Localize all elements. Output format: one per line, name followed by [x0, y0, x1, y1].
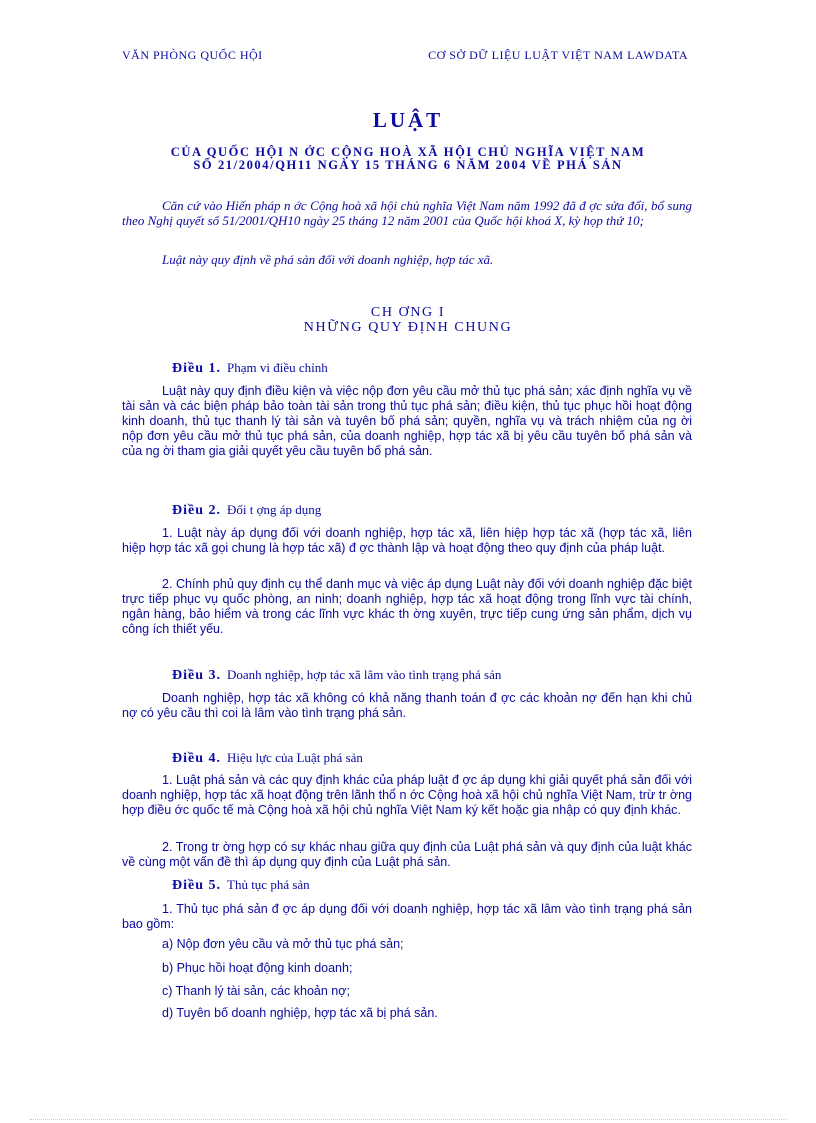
article-number: Điều 4.	[172, 751, 221, 766]
article-1-heading	[172, 360, 328, 377]
article-5-paragraph-1: 1. Thủ tục phá sản đ ợc áp dụng đối với doanh nghiệp, hợp tác xã lâm vào tình trạng phá sản bao gồm:	[122, 902, 692, 931]
document-title: LUẬT	[372, 108, 444, 132]
article-4-paragraph-1: 1. Luật phá sản và các quy định khác của pháp luật đ ợc áp dụng khi giải quyết phá sản đối với doanh nghiệp, hợp tác xã hoạt động trên lãnh thổ n ớc Cộng hoà xã hội chủ nghĩa Việt Nam, trừ tr ờng hợp điều ớc quốc tế mà Cộng hoà xã hội chủ nghĩa Việt Nam ký kết hoặc gia nhập có quy định khác.	[122, 773, 692, 817]
article-5-heading	[172, 877, 310, 894]
header-left: VĂN PHÒNG QUỐC HỘI	[122, 48, 263, 62]
article-2-paragraph-2: 2. Chính phủ quy định cụ thể danh mục và việc áp dụng Luật này đối với doanh nghiệp đặc biệt trực tiếp phục vụ quốc phòng, an ninh; doanh nghiệp, hợp tác xã hoạt động trong lĩnh vực tài chính, ngân hàng, bảo hiểm và trong các lĩnh vực khác th ờng xuyên, trực tiếp cung ứng sản phẩm, dịch vụ công ích thiết yếu.	[122, 577, 692, 636]
article-2-heading	[172, 502, 321, 519]
article-4-paragraph-2: 2. Trong tr ờng hợp có sự khác nhau giữa quy định của Luật phá sản và quy định của luật khác về cùng một vấn đề thì áp dụng quy định của Luật phá sản.	[122, 840, 692, 869]
article-4-heading	[172, 750, 363, 767]
list-item: a) Nộp đơn yêu cầu và mở thủ tục phá sản;	[162, 937, 404, 951]
article-title: Doanh nghiệp, hợp tác xã lâm vào tình trạng phá sản	[227, 667, 502, 682]
article-number: Điều 3.	[172, 668, 221, 683]
list-item: c) Thanh lý tài sản, các khoản nợ;	[162, 984, 350, 998]
list-item: d) Tuyên bố doanh nghiệp, hợp tác xã bị phá sản.	[162, 1006, 438, 1020]
article-title: Hiệu lực của Luật phá sản	[227, 750, 363, 765]
chapter-name: NHỮNG QUY ĐỊNH CHUNG	[303, 320, 513, 335]
subtitle-line-1: CỦA QUỐC HỘI N ỚC CỘNG HOÀ XÃ HỘI CHỦ NGHĨA VIỆT NAM	[170, 145, 646, 159]
header-right: CƠ SỞ DỮ LIỆU LUẬT VIỆT NAM LAWDATA	[428, 48, 688, 62]
page-bottom-divider	[30, 1119, 786, 1120]
subtitle-line-2: SỐ 21/2004/QH11 NGÀY 15 THÁNG 6 NĂM 2004 VỀ PHÁ SẢN	[193, 158, 623, 172]
list-item: b) Phục hồi hoạt động kinh doanh;	[162, 961, 353, 975]
preamble-paragraph-2: Luật này quy định về phá sản đối với doanh nghiệp, hợp tác xã.	[162, 252, 494, 267]
article-2-paragraph-1: 1. Luật này áp dụng đối với doanh nghiệp, hợp tác xã, liên hiệp hợp tác xã (hợp tác xã, liên hiệp hợp tác xã gọi chung là hợp tác xã) đ ợc thành lập và hoạt động theo quy định của pháp luật.	[122, 526, 692, 555]
article-number: Điều 5.	[172, 878, 221, 893]
preamble-paragraph-1: Căn cứ vào Hiến pháp n ớc Cộng hoà xã hội chủ nghĩa Việt Nam năm 1992 đã đ ợc sửa đổi, bổ sung theo Nghị quyết số 51/2001/QH10 ngày 25 tháng 12 năm 2001 của Quốc hội khoá X, kỳ họp thứ 10;	[122, 198, 692, 228]
article-number: Điều 2.	[172, 503, 221, 518]
chapter-number: CH ƠNG I	[370, 305, 446, 320]
article-title: Phạm vi điều chỉnh	[227, 360, 328, 375]
page-header	[122, 48, 688, 64]
article-number: Điều 1.	[172, 361, 221, 376]
document-subtitle	[0, 146, 816, 172]
article-title: Thủ tục phá sản	[227, 877, 310, 892]
article-3-paragraph-1: Doanh nghiệp, hợp tác xã không có khả năng thanh toán đ ợc các khoản nợ đến hạn khi chủ nợ có yêu cầu thì coi là lâm vào tình trạng phá sản.	[122, 691, 692, 720]
article-3-heading	[172, 667, 501, 684]
article-title: Đối t ợng áp dụng	[227, 502, 322, 517]
article-1-paragraph-1: Luật này quy định điều kiện và việc nộp đơn yêu cầu mở thủ tục phá sản; xác định nghĩa vụ về tài sản và các biện pháp bảo toàn tài sản trong thủ tục phá sản; điều kiện, thủ tục phục hồi hoạt động kinh doanh, thủ tục thanh lý tài sản và tuyên bố phá sản; quyền, nghĩa vụ và trách nhiệm của ng ời nộp đơn yêu cầu mở thủ tục phá sản, của doanh nghiệp, hợp tác xã bị yêu cầu tuyên bố phá sản và của ng ời tham gia giải quyết yêu cầu tuyên bố phá sản.	[122, 384, 692, 458]
